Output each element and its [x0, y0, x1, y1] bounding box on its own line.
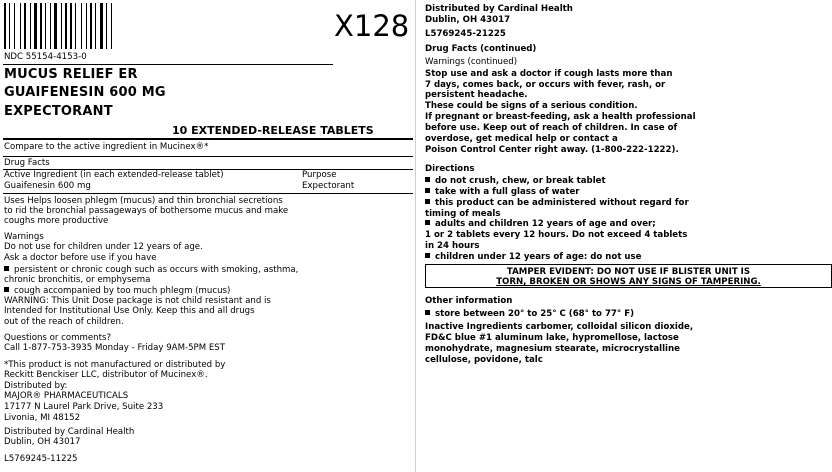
barcode-bar: [54, 3, 57, 49]
barcode-bar: [65, 3, 67, 49]
stop-use-line: Poison Control Center right away. (1-800-222-1222).: [425, 145, 679, 155]
direction-text: timing of meals: [425, 209, 501, 219]
direction-text: do not crush, chew, or break tablet: [435, 176, 606, 186]
drug-facts-heading: Drug Facts: [4, 158, 50, 168]
uses-line: to rid the bronchial passageways of bothersome mucus and make: [4, 206, 289, 216]
bullet-icon: [4, 266, 9, 271]
barcode-bar: [34, 3, 37, 49]
divider: [3, 156, 413, 157]
inactive-line: FD&C blue #1 aluminum lake, hypromellose, lactose: [425, 333, 679, 343]
unit-dose-warning: WARNING: This Unit Dose package is not child resistant and is: [4, 296, 271, 306]
pack-count: X128: [334, 9, 410, 43]
storage-text: store between 20° to 25° C (68° to 77° F): [435, 309, 635, 319]
distributor-line: 17177 N Laurel Park Drive, Suite 233: [4, 402, 164, 412]
warning-line: Ask a doctor before use if you have: [4, 253, 157, 263]
barcode-bar: [24, 3, 26, 49]
barcode-bar: [106, 3, 107, 49]
warning-bullet: [4, 286, 230, 296]
storage-bullet: [425, 309, 634, 319]
barcode-bar: [111, 3, 112, 49]
direction-text: 1 or 2 tablets every 12 hours. Do not exceed 4 tablets: [425, 230, 688, 240]
stop-use-line: overdose, get medical help or contact a: [425, 134, 618, 144]
direction-text: adults and children 12 years of age and over;: [435, 219, 656, 229]
tamper-line: TAMPER EVIDENT: DO NOT USE IF BLISTER UNIT IS: [506, 267, 751, 277]
distributor-line: Distributed by Cardinal Health: [425, 4, 573, 14]
distributor-line: Dublin, OH 43017: [4, 437, 81, 447]
barcode-bar: [75, 3, 76, 49]
lot-code: L5769245-11225: [4, 454, 78, 464]
direction-item: [425, 252, 641, 262]
barcode-bar: [9, 3, 10, 49]
barcode-bar: [81, 3, 82, 49]
barcode-bar: [95, 3, 96, 49]
barcode-bar: [61, 3, 62, 49]
warning-bullet: [4, 265, 298, 275]
bullet-icon: [425, 188, 430, 193]
disclaimer: *This product is not manufactured or distributed by: [4, 360, 226, 370]
uses-line: coughs more productive: [4, 216, 109, 226]
direction-item: [425, 176, 606, 186]
divider: [3, 64, 333, 65]
disclaimer: Reckitt Benckiser LLC, distributor of Mucinex®.: [4, 370, 208, 380]
barcode-bar: [50, 3, 51, 49]
direction-item: [425, 230, 687, 240]
barcode-bar: [90, 3, 92, 49]
bullet-icon: [425, 177, 430, 182]
stop-use-line: 7 days, comes back, or occurs with fever, rash, or: [425, 80, 666, 90]
product-name-line-1: MUCUS RELIEF ER: [4, 67, 138, 82]
distributor-line: Livonia, MI 48152: [4, 413, 81, 423]
inactive-line: monohydrate, magnesium stearate, microcrystalline: [425, 344, 680, 354]
bullet-icon: [425, 220, 430, 225]
product-name-line-3: EXPECTORANT: [4, 104, 113, 119]
barcode-bar: [4, 3, 6, 49]
unit-dose-warning: out of the reach of children.: [4, 317, 124, 327]
distributor-line: Dublin, OH 43017: [425, 15, 511, 25]
stop-use-line: before use. Keep out of reach of children. In case of: [425, 123, 678, 133]
stop-use-line: If pregnant or breast-feeding, ask a health professional: [425, 112, 696, 122]
warning-bullet-cont: chronic bronchitis, or emphysema: [4, 275, 151, 285]
warning-line: Do not use for children under 12 years of age.: [4, 242, 203, 252]
direction-text: this product can be administered without regard for: [435, 198, 689, 208]
direction-text: in 24 hours: [425, 241, 480, 251]
bullet-icon: [4, 287, 9, 292]
barcode: [4, 3, 154, 49]
uses-line: Uses Helps loosen phlegm (mucus) and thin bronchial secretions: [4, 196, 283, 206]
distributor-line: MAJOR® PHARMACEUTICALS: [4, 391, 129, 401]
barcode-bar: [20, 3, 21, 49]
directions-heading: Directions: [425, 164, 475, 174]
barcode-bar: [30, 3, 31, 49]
questions-heading: Questions or comments?: [4, 333, 112, 343]
stop-use-line: persistent headache.: [425, 90, 528, 100]
questions-phone: Call 1-877-753-3935 Monday - Friday 9AM-5PM EST: [4, 343, 226, 353]
divider: [3, 193, 413, 194]
bullet-icon: [425, 253, 430, 258]
drug-facts-continued: Drug Facts (continued): [425, 44, 537, 54]
inactive-line: cellulose, povidone, talc: [425, 355, 543, 365]
direction-text: children under 12 years of age: do not use: [435, 252, 642, 262]
distributor-line: Distributed by Cardinal Health: [4, 427, 135, 437]
active-ingredient-header: Active Ingredient (in each extended-release tablet): [4, 170, 224, 180]
direction-item: [425, 219, 656, 229]
barcode-bar: [45, 3, 46, 49]
direction-item: [425, 241, 480, 251]
divider: [3, 138, 413, 140]
barcode-bar: [14, 3, 15, 49]
purpose: Expectorant: [302, 181, 355, 191]
bullet-text: cough accompanied by too much phlegm (mucus): [14, 286, 231, 296]
tamper-line: TORN, BROKEN OR SHOWS ANY SIGNS OF TAMPERING.: [496, 277, 761, 287]
bullet-text: persistent or chronic cough such as occurs with smoking, asthma,: [14, 265, 299, 275]
stop-use-line: These could be signs of a serious condition.: [425, 101, 638, 111]
direction-item: [425, 209, 501, 219]
compare-statement: Compare to the active ingredient in Mucinex®*: [4, 142, 209, 152]
active-ingredient: Guaifenesin 600 mg: [4, 181, 91, 191]
ndc-number: NDC 55154-4153-0: [4, 52, 87, 62]
direction-item: [425, 187, 580, 197]
tablet-count: 10 EXTENDED-RELEASE TABLETS: [172, 124, 374, 137]
direction-item: [425, 198, 689, 208]
barcode-bar: [86, 3, 87, 49]
barcode-bar: [70, 3, 72, 49]
warnings-heading: Warnings: [4, 232, 44, 242]
purpose-header: Purpose: [302, 170, 337, 180]
bullet-icon: [425, 199, 430, 204]
barcode-bar: [100, 3, 103, 49]
distributor-line: Distributed by:: [4, 381, 68, 391]
right-label-panel: [425, 0, 832, 472]
warnings-continued: Warnings (continued): [425, 57, 518, 67]
other-info-heading: Other information: [425, 296, 513, 306]
unit-dose-warning: Intended for Institutional Use Only. Keep this and all drugs: [4, 306, 255, 316]
barcode-bar: [40, 3, 42, 49]
direction-text: take with a full glass of water: [435, 187, 580, 197]
tamper-evident-box: [425, 264, 832, 288]
inactive-line: Inactive Ingredients carbomer, colloidal silicon dioxide,: [425, 322, 694, 332]
product-name-line-2: GUAIFENESIN 600 MG: [4, 85, 166, 100]
bullet-icon: [425, 310, 430, 315]
stop-use-line: Stop use and ask a doctor if cough lasts more than: [425, 69, 673, 79]
lot-code: L5769245-21225: [425, 29, 506, 39]
